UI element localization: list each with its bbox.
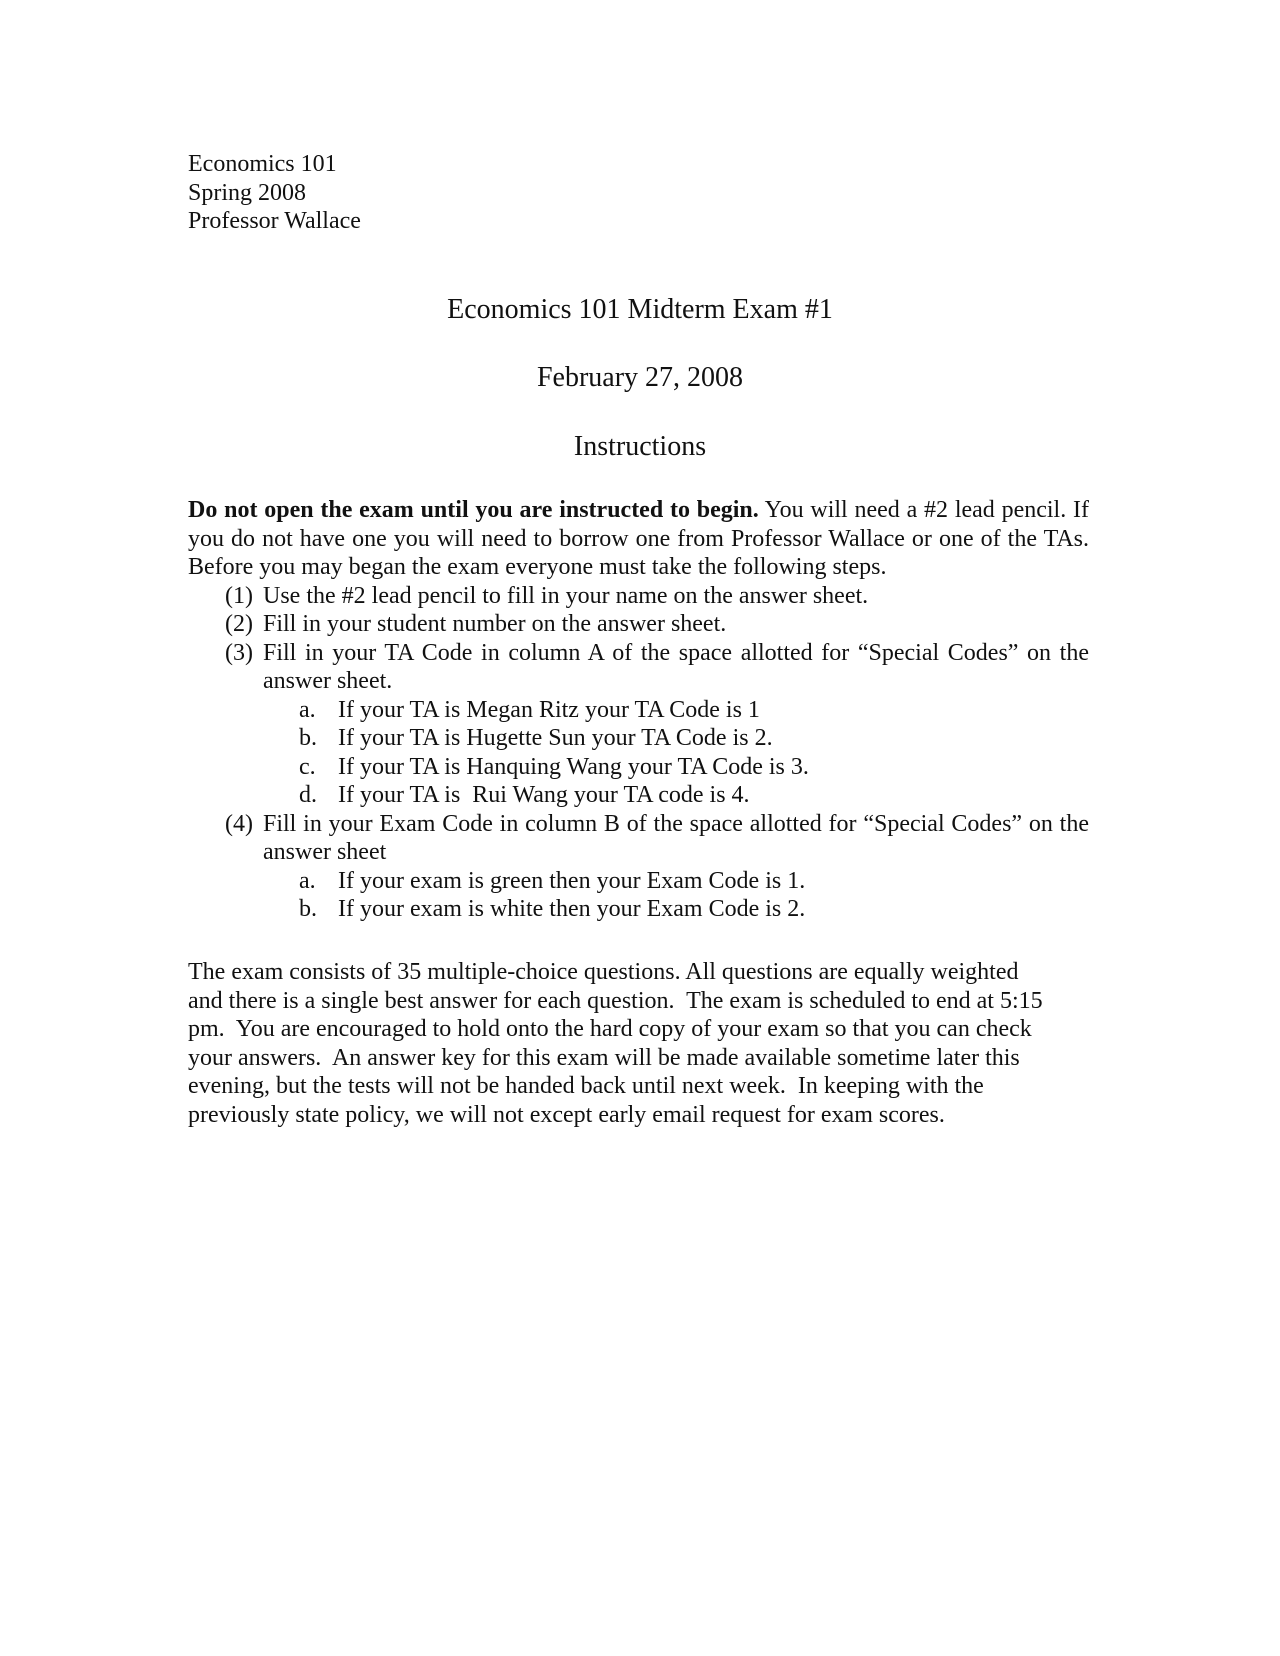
closing-line: evening, but the tests will not be handed back until next week. In keeping with the	[188, 1073, 984, 1099]
step-number: (2)	[225, 611, 253, 637]
substep-letter: b.	[299, 896, 317, 922]
substep-text: If your TA is Rui Wang your TA code is 4.	[338, 782, 750, 808]
closing-line: your answers. An answer key for this exam will be made available sometime later this	[188, 1044, 1020, 1071]
closing-line: pm. You are encouraged to hold onto the hard copy of your exam so that you can check	[188, 1016, 1032, 1042]
substep-item	[188, 724, 1089, 753]
intro-bold-lead: Do not open the exam until you are instructed to begin.	[188, 497, 759, 523]
closing-line: The exam consists of 35 multiple-choice questions. All questions are equally weighted	[188, 959, 1019, 985]
intro-text: You will need a #2 lead pencil. If you do not have one you will need to borrow one from Professor Wallace or one of the TAs. Before you may began the exam everyone must take the following steps.	[188, 497, 1089, 580]
step-text: Fill in your student number on the answer sheet.	[263, 611, 727, 637]
substep-text: If your TA is Hugette Sun your TA Code is 2.	[338, 725, 773, 751]
step-text: Use the #2 lead pencil to fill in your name on the answer sheet.	[263, 582, 869, 609]
steps-list	[188, 582, 1089, 924]
instructions-heading: Instructions	[573, 431, 707, 462]
substep-letter: a.	[299, 867, 316, 894]
step-item	[188, 810, 1089, 924]
substep-text: If your TA is Hanquing Wang your TA Code is 3.	[338, 753, 809, 780]
instructions-body	[188, 496, 1089, 924]
step-number: (3)	[225, 639, 253, 666]
step-item	[188, 610, 1089, 639]
exam-date: February 27, 2008	[536, 362, 744, 393]
substeps-list	[263, 696, 1089, 810]
substep-letter: d.	[299, 782, 317, 808]
step-text: Fill in your Exam Code in column B of the space allotted for “Special Codes” on the answer sheet	[263, 810, 1089, 865]
substep-text: If your exam is white then your Exam Code is 2.	[338, 896, 806, 922]
substep-text: If your exam is green then your Exam Code is 1.	[338, 867, 806, 894]
closing-paragraph	[188, 958, 1089, 1129]
substep-text: If your TA is Megan Ritz your TA Code is 1	[338, 696, 760, 723]
closing-line: and there is a single best answer for each question. The exam is scheduled to end at 5:15	[188, 987, 1043, 1014]
course-name: Economics 101	[188, 151, 337, 177]
step-number: (4)	[225, 810, 253, 837]
step-item	[188, 582, 1089, 611]
substep-letter: b.	[299, 725, 317, 751]
substep-item	[188, 895, 1089, 924]
substep-item	[188, 781, 1089, 810]
course-term: Spring 2008	[188, 179, 307, 206]
substep-letter: a.	[299, 696, 316, 723]
substep-item	[188, 696, 1089, 725]
professor-name: Professor Wallace	[188, 208, 361, 234]
closing-line: previously state policy, we will not except early email request for exam scores.	[188, 1101, 945, 1128]
step-text: Fill in your TA Code in column A of the space allotted for “Special Codes” on the answer sheet.	[263, 639, 1089, 694]
substep-item	[188, 867, 1089, 896]
step-item	[188, 639, 1089, 810]
step-number: (1)	[225, 582, 253, 609]
course-header	[188, 150, 361, 236]
substep-letter: c.	[299, 753, 316, 780]
intro-paragraph	[188, 496, 1089, 582]
substeps-list	[263, 867, 1089, 924]
substep-item	[188, 753, 1089, 782]
exam-title: Economics 101 Midterm Exam #1	[447, 294, 833, 325]
